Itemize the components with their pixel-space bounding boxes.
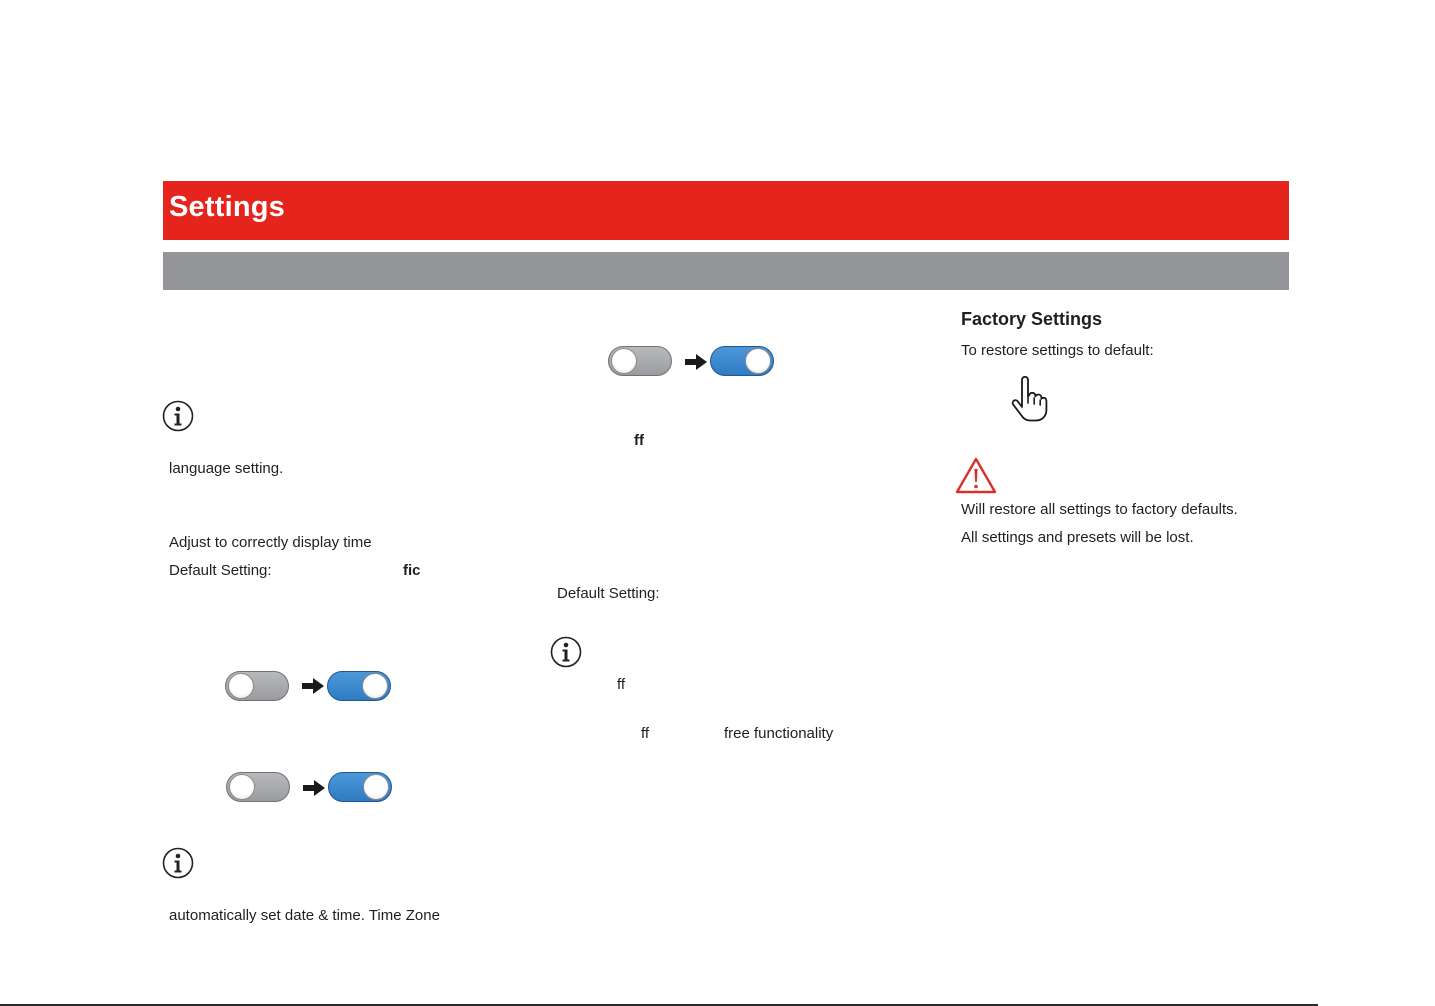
- toggle-on-icon: [328, 772, 392, 802]
- info-icon: [162, 400, 194, 437]
- auto-time-note: automatically set date & time. Time Zone: [169, 907, 440, 924]
- default-setting-label: Default Setting:: [169, 562, 272, 579]
- warning-icon: [955, 457, 997, 499]
- toggle-off-icon: [225, 671, 289, 701]
- free-functionality-text: free functionality: [724, 725, 834, 742]
- section-sub-bar: [163, 252, 1289, 290]
- toggle-on-icon: [327, 671, 391, 701]
- toggle-on-icon: [710, 346, 774, 376]
- info-icon: [550, 636, 582, 673]
- toggle-off-icon: [608, 346, 672, 376]
- warning-line-1: Will restore all settings to factory defaults.: [961, 501, 1238, 518]
- default-setting-label: Default Setting:: [557, 585, 660, 602]
- warning-line-2: All settings and presets will be lost.: [961, 529, 1194, 546]
- adjust-text: Adjust to correctly display time: [169, 534, 372, 551]
- hand-pointer-icon: [1008, 376, 1048, 427]
- page-title: Settings: [169, 191, 285, 223]
- ff-fragment: ff: [617, 676, 626, 693]
- default-setting-value: fic: [403, 562, 421, 579]
- info-icon: [162, 847, 194, 884]
- language-note: language setting.: [169, 460, 284, 477]
- ff-fragment: ff: [641, 725, 650, 742]
- right-arrow-icon: [685, 354, 707, 375]
- right-arrow-icon: [303, 780, 325, 801]
- toggle-off-icon: [226, 772, 290, 802]
- factory-settings-heading: Factory Settings: [961, 309, 1103, 329]
- ff-fragment: ff: [634, 432, 644, 449]
- restore-intro: To restore settings to default:: [961, 342, 1154, 359]
- section-header-bar: [163, 181, 1289, 240]
- right-arrow-icon: [302, 678, 324, 699]
